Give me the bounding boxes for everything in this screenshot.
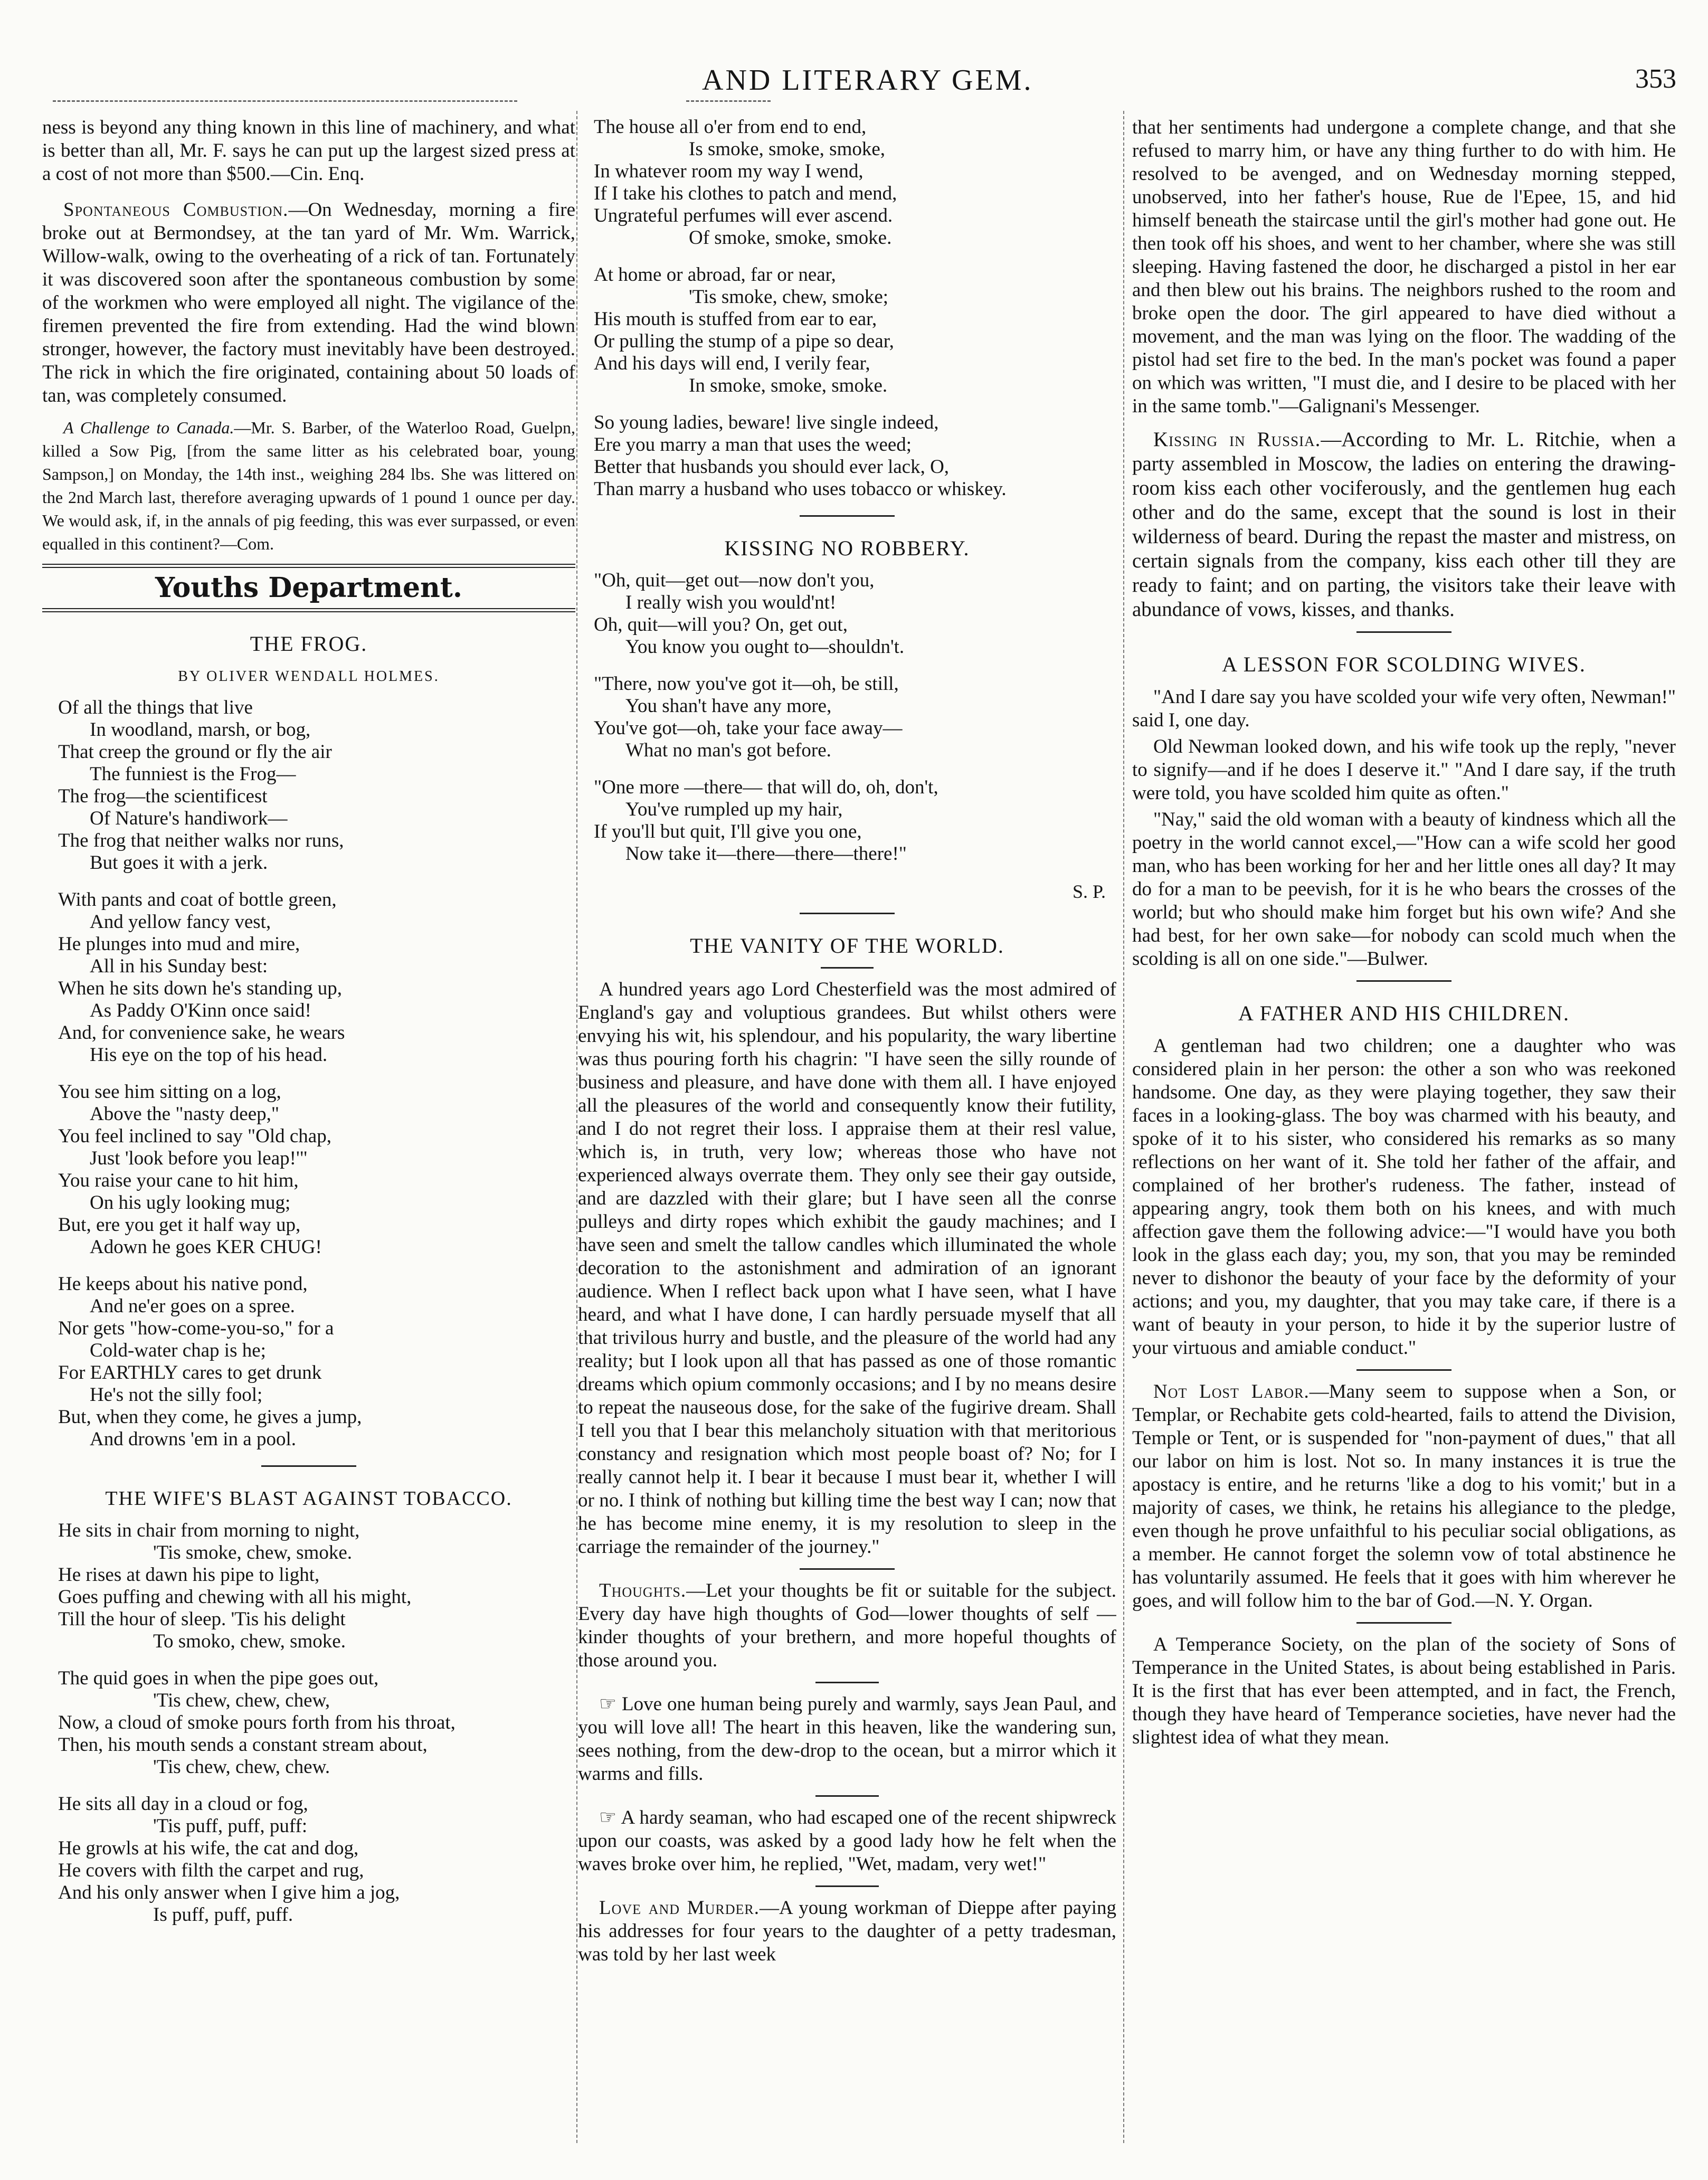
column-1 — [42, 116, 575, 2143]
poem-line: When he sits down he's standing up, — [58, 978, 342, 999]
article-title-vanity: THE VANITY OF THE WORLD. — [690, 934, 1004, 958]
poem-line: But, ere you get it half way up, — [58, 1214, 301, 1236]
poem-line: Cold-water chap is he; — [90, 1340, 266, 1361]
article-body: —A young workman of Dieppe after paying his addresses for four years to the daughter of a petty tradesman, was told by her last week — [578, 1897, 1116, 1965]
poem-line: "Oh, quit—get out—now don't you, — [594, 570, 875, 591]
poem-line: Nor gets "how-come-you-so," for a — [58, 1318, 334, 1339]
poem-line: For EARTHLY cares to get drunk — [58, 1362, 322, 1383]
poem-line: And yellow fancy vest, — [90, 911, 271, 933]
poem-line: The house all o'er from end to end, — [594, 116, 867, 138]
article-title: A Challenge to Canada. — [63, 418, 234, 437]
poem-line: If I take his clothes to patch and mend, — [594, 183, 897, 204]
section-rule — [42, 608, 575, 612]
poem-line: Better that husbands you should ever lack, O, — [594, 456, 950, 478]
poem-stanza — [58, 1520, 575, 1653]
poem-stanza — [594, 673, 1116, 762]
poem-line: You feel inclined to say "Old chap, — [58, 1125, 331, 1147]
article-body: —Many seem to suppose when a Son, or Templar, or Rechabite gets cold-hearted, fails to attend the Division, Temple or Tent, or is suspended for "non-payment of dues," that all our labor on him is lost. Not so. In many instances it is true the apostacy is entire, and he returns 'like a dog to his vomit;' but in a majority of cases, we think, he retains his allegiance to the pledge, even though he prove unfaithful to his peculiar social obligations, as a member. He cannot forget the solemn vow of total abstinence he has voluntarily assumed. He feels that it goes with him wherever he goes, and will follow him to the bar of God.—N. Y. Organ. — [1132, 1381, 1676, 1612]
poem-line: I really wish you would'nt! — [625, 592, 837, 613]
section-rule — [1356, 1622, 1451, 1624]
section-rule — [821, 967, 874, 969]
article-title-lesson: A LESSON FOR SCOLDING WIVES. — [1222, 652, 1586, 676]
poem-byline: BY OLIVER WENDALL HOLMES. — [178, 668, 440, 685]
section-rule — [815, 1885, 879, 1887]
article-title-father: A FATHER AND HIS CHILDREN. — [1238, 1001, 1570, 1025]
header-dash-rule — [53, 100, 517, 105]
poem-line: And ne'er goes on a spree. — [90, 1295, 295, 1317]
poem-line: On his ugly looking mug; — [90, 1192, 291, 1214]
poem-line: 'Tis chew, chew, chew. — [153, 1756, 330, 1778]
poem-line: He growls at his wife, the cat and dog, — [58, 1837, 359, 1859]
column-3 — [1132, 116, 1676, 2143]
section-rule — [815, 1682, 879, 1683]
article-press-tail: ness is beyond any thing known in this line of machinery, and what is better than all, Mr. F. says he can put up the largest sized press at a cost of not more than $500.—Cin. Enq. — [42, 117, 575, 185]
article-temperance-paris: A Temperance Society, on the plan of the society of Sons of Temperance in the United States, is about being established in Paris. It is the first that has ever been attempted, and in fact, the French, though they have heard of Temperance societies, have never had the slightest idea of what they mean. — [1132, 1634, 1676, 1748]
poem-line: Is puff, puff, puff. — [153, 1904, 293, 1926]
article-paragraph: "And I dare say you have scolded your wife very often, Newman!" said I, one day. — [1132, 686, 1676, 731]
poem-line: His eye on the top of his head. — [90, 1044, 328, 1066]
article-body: —According to Mr. L. Ritchie, when a party assembled in Moscow, the ladies on entering the drawing-room kiss each other vociferously, and the gentlemen hug each other and do the same, except that the sound is lost in their wilderness of beard. During the repast the master and mistress, on certain signals from the company, kiss each other till they are ready to faint; and on parting, the visitors take their leave with abundance of vows, kisses, and thanks. — [1132, 428, 1676, 621]
article-love-one: ☞ Love one human being purely and warmly, says Jean Paul, and you will love all! The heart in this heaven, like the wandering sun, sees nothing, from the dew-drop to the ocean, but a mirror which it warms and fills. — [578, 1693, 1116, 1785]
poem-line: Ere you marry a man that uses the weed; — [594, 434, 912, 456]
section-rule — [800, 913, 895, 914]
poem-title-frog: THE FROG. — [250, 632, 368, 656]
article-seaman: ☞ A hardy seaman, who had escaped one of the recent shipwreck upon our coasts, was asked by a good lady how he felt when the waves broke over him, he replied, "Wet, madam, very wet!" — [578, 1807, 1116, 1875]
poem-line: You've got—oh, take your face away— — [594, 717, 903, 739]
poem-line: Now take it—there—there—there!" — [625, 843, 907, 865]
poem-line: Above the "nasty deep," — [90, 1103, 279, 1125]
article-title: Kissing in Russia. — [1153, 428, 1321, 451]
poem-line: As Paddy O'Kinn once said! — [90, 1000, 311, 1021]
poem-line: The funniest is the Frog— — [90, 763, 296, 785]
page-header — [0, 58, 1708, 100]
poem-line: 'Tis smoke, chew, smoke. — [153, 1542, 353, 1563]
poem-stanza — [594, 570, 1116, 658]
poem-line: Oh, quit—will you? On, get out, — [594, 614, 848, 636]
poem-stanza — [594, 412, 1116, 500]
article-not-lost-labor — [1132, 1380, 1676, 1613]
poem-stanza — [58, 1081, 575, 1258]
poem-line: He rises at dawn his pipe to light, — [58, 1564, 320, 1586]
article-murder-continued: that her sentiments had undergone a complete change, and that she refused to marry him, or have any thing further to do with him. He resolved to be avenged, and on Wednesday morning stepped, unobserved, into her father's house, Rue de l'Epee, 15, and hid himself beneath the staircase until the girl's mother had gone out. He then took off his shoes, and went to her chamber, where she was still sleeping. Having fastened the door, he discharged a pistol in her ear and then blew out his brains. The neighbors rushed to the room and broke open the door. The girl appeared to have died without a movement, and the man was lying on the floor. The wadding of the pistol had set fire to the bed. In the man's pocket was found a paper on which was written, "I must die, and I desire to be placed with her in the same tomb."—Galignani's Messenger. — [1132, 117, 1676, 417]
section-heading-youths: Youths Department. — [155, 572, 462, 604]
article-thoughts — [578, 1579, 1116, 1672]
poem-line: Or pulling the stump of a pipe so dear, — [594, 330, 894, 352]
article-love-and-murder — [578, 1897, 1116, 1966]
article-body-father: A gentleman had two children; one a daughter who was considered plain in her person: the other a son who was reekoned handsome. One day, as they were playing together, they saw their faces in a looking-glass. The boy was charmed with his beauty, and spoke of it to his sister, who considered his remarks as so many reflections on her want of it. She told her father of the affair, and complained of her brother's rudeness. The father, instead of appearing angry, took them both on his knees, and with much affection gave them the following advice:—"I would have you both look in the glass each day; you, my son, that you may be reminded never to dishonor the beauty of your face by the deformity of your actions; and you, my daughter, that you may take care, if there is a want of beauty in your person, to hide it by the superior lustre of your virtuous and amiable conduct." — [1132, 1035, 1676, 1359]
masthead: AND LITERARY GEM. — [702, 64, 1033, 97]
poem-line: And his only answer when I give him a jog, — [58, 1882, 400, 1903]
poem-line: 'Tis puff, puff, puff: — [153, 1815, 308, 1837]
poem-stanza — [58, 889, 575, 1066]
poem-line: Just 'look before you leap!'" — [90, 1148, 308, 1169]
poem-line: You shan't have any more, — [625, 695, 832, 717]
poem-line: All in his Sunday best: — [90, 955, 268, 977]
poem-line: But, when they come, he gives a jump, — [58, 1406, 362, 1428]
poem-stanza — [594, 776, 1116, 865]
poem-stanza — [58, 1667, 575, 1778]
poem-line: You know you ought to—shouldn't. — [625, 636, 905, 658]
poem-wife-blast — [42, 1520, 575, 1926]
section-rule — [1356, 631, 1451, 633]
poem-line: You've rumpled up my hair, — [625, 799, 843, 820]
article-body-vanity: A hundred years ago Lord Chesterfield was the most admired of England's gay and voluptious grandees. But whilst others were envying his wit, his splendour, and his popularity, the wary libertine was thus pouring forth his chagrin: "I have seen the silly rounde of business and pleasure, and have done with them all. I have enjoyed all the pleasures of the world and consequently know their futility, and I do not regret their loss. I appraise them at their resl value, which is, in truth, very low; whereas those who have not experienced always overrate them. They only see their gay outside, and are dazzled with their glare; but I have seen all the conrse pulleys and dirty ropes which exhibit the gaudy machines; and I have seen and smelt the tallow candles which illuminated the whole decoration to the astonishment and admiration of an ignorant audience. When I reflect back upon what I have seen, what I have heard, and what I have done, I can hardly persuade myself that all that trivilous hurry and bustle, and the pleasure of the world had any reality; but I look upon all that has passed as one of those romantic dreams which opium commonly occasions; and I by no means desire to repeat the nauseous dose, for the sake of the fugirive dream. Shall I tell you that I bear this melancholy situation with that meritorious constancy and resignation which most people boast of? No; for I really cannot help it. I bear it because I must bear it, whether I will or no. I think of nothing but killing time the best way I can; now that he has become mine enemy, it is my resolution to sleep in the carriage the remainder of the journey." — [578, 979, 1116, 1558]
poem-line: He keeps about his native pond, — [58, 1273, 308, 1295]
poem-line: He plunges into mud and mire, — [58, 933, 300, 955]
poem-line: "One more —there— that will do, oh, don't, — [594, 776, 938, 798]
poem-line: You raise your cane to hit him, — [58, 1170, 299, 1191]
poem-stanza — [58, 1273, 575, 1451]
poem-kissing — [578, 570, 1116, 865]
poem-line: Of Nature's handiwork— — [90, 808, 288, 829]
section-rule — [815, 1795, 879, 1797]
poem-line: At home or abroad, far or near, — [594, 264, 836, 286]
poem-line: So young ladies, beware! live single indeed, — [594, 412, 939, 433]
poem-line: He covers with filth the carpet and rug, — [58, 1860, 364, 1881]
poem-line: Ungrateful perfumes will ever ascend. — [594, 205, 893, 226]
column-divider — [1123, 111, 1124, 2143]
column-divider — [576, 111, 577, 2143]
poem-line: You see him sitting on a log, — [58, 1081, 281, 1103]
article-title: Love and Murder. — [599, 1897, 760, 1919]
poem-line: The quid goes in when the pipe goes out, — [58, 1667, 379, 1689]
poem-line: And his days will end, I verily fear, — [594, 353, 870, 374]
poem-wife-blast-continued — [578, 116, 1116, 500]
poem-line: With pants and coat of bottle green, — [58, 889, 337, 911]
poem-line: If you'll but quit, I'll give you one, — [594, 821, 862, 842]
section-rule — [261, 1465, 356, 1467]
poem-stanza — [594, 116, 1116, 249]
poem-stanza — [594, 264, 1116, 397]
article-title: Spontaneous Combustion. — [63, 199, 289, 221]
article-title: Thoughts. — [599, 1580, 687, 1601]
poem-line: And drowns 'em in a pool. — [90, 1428, 297, 1450]
article-spontaneous-combustion — [42, 198, 575, 407]
poem-line: Now, a cloud of smoke pours forth from his throat, — [58, 1712, 456, 1733]
article-body: —Let your thoughts be fit or suitable for the subject. Every day have high thoughts of God—lower thoughts of self — kinder thoughts of your brethern, and more hopeful thoughts of those around you. — [578, 1580, 1116, 1671]
poem-line: Than marry a husband who uses tobacco or whiskey. — [594, 478, 1007, 500]
section-rule — [1356, 980, 1451, 982]
section-rule — [800, 1568, 895, 1570]
poem-frog — [42, 697, 575, 1451]
section-rule — [42, 564, 575, 568]
poem-stanza — [58, 1793, 575, 1926]
poem-line: But goes it with a jerk. — [90, 852, 268, 874]
article-challenge-to-canada — [42, 416, 575, 555]
poem-line: In smoke, smoke, smoke. — [689, 375, 888, 396]
article-paragraph: "Nay," said the old woman with a beauty of kindness which all the poetry in the world cannot excel,—"How can a wife scold her good man, who has been working for her and her little ones all day? It may do for a man to be peevish, for it is he who bears the crosses of the world; but who should make him forget but his own wife? And she had best, for her own sake—for nobody can scold much when the scolding is all on one side."—Bulwer. — [1132, 809, 1676, 970]
poem-title-wife-blast: THE WIFE'S BLAST AGAINST TOBACCO. — [105, 1487, 513, 1510]
poem-line: Till the hour of sleep. 'Tis his delight — [58, 1608, 346, 1630]
column-2 — [578, 116, 1116, 2143]
section-rule — [1356, 1369, 1451, 1371]
poem-line: His mouth is stuffed from ear to ear, — [594, 308, 877, 330]
poem-line: He sits in chair from morning to night, — [58, 1520, 360, 1541]
poem-signature: S. P. — [1072, 881, 1106, 902]
poem-line: Adown he goes KER CHUG! — [90, 1236, 322, 1258]
article-body: —Mr. S. Barber, of the Waterloo Road, Guelpn, killed a Sow Pig, [from the same litter as his celebrated boar, young Sampson,] on Monday, the 14th inst., weighing 284 lbs. She was littered on the 2nd March last, therefore averaging upwards of 1 pound 1 ounce per day. We would ask, if, in the annals of pig feeding, this was ever surpassed, or even equalled in this continent?—Com. — [42, 418, 575, 553]
poem-line: And, for convenience sake, he wears — [58, 1022, 345, 1044]
poem-line: Is smoke, smoke, smoke, — [689, 138, 886, 160]
poem-line: "There, now you've got it—oh, be still, — [594, 673, 899, 695]
article-body: —On Wednesday, morning a fire broke out at Bermondsey, at the tan yard of Mr. Wm. Warrick, Willow-walk, owing to the overheating of a rick of tan. Fortunately it was discovered soon after the spontaneous combustion by some of the workmen who were employed all night. The vigilance of the firemen prevented the fire from extending. Had the wind blown stronger, however, the factory must inevitably have been destroyed. The rick in which the fire originated, containing about 50 loads of tan, was completely consumed. — [42, 199, 575, 406]
poem-line: That creep the ground or fly the air — [58, 741, 332, 763]
poem-line: Of all the things that live — [58, 697, 253, 718]
poem-line: The frog—the scientificest — [58, 785, 268, 807]
poem-line: 'Tis chew, chew, chew, — [153, 1690, 330, 1711]
poem-line: In whatever room my way I wend, — [594, 160, 864, 182]
header-dash-rule — [686, 100, 771, 105]
poem-line: Goes puffing and chewing with all his might, — [58, 1586, 412, 1608]
poem-line: Of smoke, smoke, smoke. — [689, 227, 892, 249]
poem-line: Then, his mouth sends a constant stream about, — [58, 1734, 428, 1756]
poem-line: He's not the silly fool; — [90, 1384, 263, 1406]
poem-title-kissing: KISSING NO ROBBERY. — [724, 536, 970, 560]
poem-line: In woodland, marsh, or bog, — [90, 719, 311, 741]
poem-line: What no man's got before. — [625, 740, 831, 761]
poem-line: To smoko, chew, smoke. — [153, 1631, 346, 1652]
article-title: Not Lost Labor. — [1153, 1381, 1310, 1402]
article-paragraph: Old Newman looked down, and his wife took up the reply, "never to signify—and if he does I deserve it." "And I dare say, if the truth were told, you have scolded him quite as often." — [1132, 736, 1676, 804]
poem-line: The frog that neither walks nor runs, — [58, 830, 344, 851]
section-rule — [800, 515, 895, 517]
page-number: 353 — [1635, 64, 1676, 94]
article-kissing-in-russia — [1132, 428, 1676, 622]
poem-line: He sits all day in a cloud or fog, — [58, 1793, 308, 1815]
poem-stanza — [58, 697, 575, 874]
poem-line: 'Tis smoke, chew, smoke; — [689, 286, 889, 308]
